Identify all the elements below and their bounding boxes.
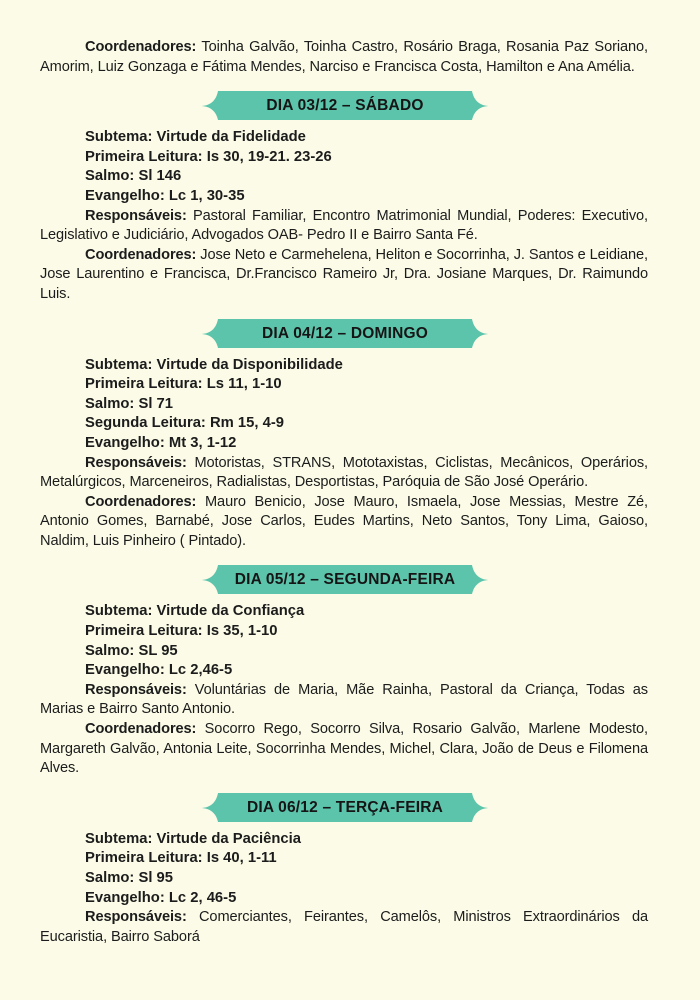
subtema-field: Subtema: Virtude da Fidelidade: [85, 129, 306, 146]
day-banner: [40, 793, 648, 823]
responsaveis-text: Motoristas, STRANS, Mototaxistas, Ciclistas, Mecânicos, Operários, Metalúrgicos, Marceneiros, Radialistas, Desportistas, Paróquia de São José Operário.: [40, 454, 648, 491]
responsaveis-label: Responsáveis:: [85, 681, 187, 698]
subtema-field: Subtema: Virtude da Disponibilidade: [85, 356, 343, 373]
salmo-field: Salmo: Sl 95: [85, 870, 174, 886]
coordenadores-text: Mauro Benicio, Jose Mauro, Ismaela, Jose Messias, Mestre Zé, Antonio Gomes, Barnabé, Jose Carlos, Eudes Martins, Neto Santos, Tony Lima, Gaioso, Naldim, Luis Pinheiro ( Pintado).: [40, 493, 648, 549]
responsaveis-paragraph: [40, 207, 648, 246]
salmo-field: Salmo: SL 95: [85, 642, 178, 659]
day-banner-title: DIA 04/12 – DOMINGO: [261, 324, 429, 342]
responsaveis-text: Pastoral Familiar, Encontro Matrimonial Mundial, Poderes: Executivo, Legislativo e Judiciário, Advogados OAB- Pedro II e Bairro Santa Fé.: [40, 207, 648, 244]
coordenadores-label: Coordenadores:: [85, 246, 197, 263]
evangelho-field: Evangelho: Lc 2, 46-5: [85, 889, 237, 906]
day-banner: [40, 565, 648, 595]
coordenadores-paragraph: [40, 720, 648, 779]
day-banner: [40, 319, 648, 349]
responsaveis-label: Responsáveis:: [85, 207, 187, 224]
evangelho-field: Evangelho: Mt 3, 1-12: [85, 434, 237, 451]
day-banner-title: DIA 06/12 – TERÇA-FEIRA: [246, 798, 444, 816]
day-banner-title: DIA 05/12 – SEGUNDA-FEIRA: [234, 571, 456, 589]
responsaveis-paragraph: [40, 908, 648, 947]
subtema-field: Subtema: Virtude da Confiança: [85, 603, 305, 620]
evangelho-field: Evangelho: Lc 1, 30-35: [85, 187, 245, 204]
coordenadores-label: Coordenadores:: [85, 721, 197, 738]
salmo-field: Salmo: Sl 71: [85, 395, 174, 412]
coordenadores-label: Coordenadores:: [85, 493, 197, 510]
coordenadores-paragraph: [40, 493, 648, 552]
responsaveis-text: Comerciantes, Feirantes, Camelôs, Ministros Extraordinários da Eucaristia, Bairro Saborá: [40, 909, 648, 945]
responsaveis-text: Voluntárias de Maria, Mãe Rainha, Pastoral da Criança, Todas as Marias e Bairro Santo Antonio.: [40, 681, 648, 718]
document-page: [40, 38, 648, 947]
day-section-06-12: [40, 793, 648, 948]
coordenadores-text: Jose Neto e Carmehelena, Heliton e Socorrinha, J. Santos e Leidiane, Jose Laurentino e Francisca, Dr.Francisco Rameiro Jr, Dra. Josiane Marques, Dr. Raimundo Luis.: [40, 246, 648, 302]
responsaveis-label: Responsáveis:: [85, 454, 187, 471]
day-section-05-12: [40, 565, 648, 778]
subtema-field: Subtema: Virtude da Paciência: [85, 830, 302, 847]
day-section-03-12: [40, 91, 648, 304]
intro-coordenadores: [40, 38, 648, 77]
primeira-leitura-field: Primeira Leitura: Is 35, 1-10: [85, 623, 278, 640]
primeira-leitura-field: Primeira Leitura: Is 40, 1-11: [85, 850, 277, 867]
segunda-leitura-field: Segunda Leitura: Rm 15, 4-9: [85, 415, 284, 432]
primeira-leitura-field: Primeira Leitura: Ls 11, 1-10: [85, 376, 282, 393]
coordenadores-text: Socorro Rego, Socorro Silva, Rosario Galvão, Marlene Modesto, Margareth Galvão, Antonia Leite, Socorrinha Mendes, Michel, Clara, João de Deus e Filomena Alves.: [40, 721, 648, 777]
evangelho-field: Evangelho: Lc 2,46-5: [85, 662, 233, 679]
primeira-leitura-field: Primeira Leitura: Is 30, 19-21. 23-26: [85, 148, 332, 165]
coordenadores-label: Coordenadores:: [85, 39, 197, 55]
coordenadores-text: Toinha Galvão, Toinha Castro, Rosário Braga, Rosania Paz Soriano, Amorim, Luiz Gonzaga e Fátima Mendes, Narciso e Francisca Costa, Hamilton e Ana Amélia.: [40, 39, 648, 75]
coordenadores-paragraph: [40, 246, 648, 305]
day-banner-title: DIA 03/12 – SÁBADO: [266, 97, 424, 115]
day-banner: [40, 91, 648, 121]
responsaveis-label: Responsáveis:: [85, 909, 187, 926]
responsaveis-paragraph: [40, 681, 648, 720]
day-section-04-12: [40, 319, 648, 552]
salmo-field: Salmo: Sl 146: [85, 168, 182, 185]
responsaveis-paragraph: [40, 454, 648, 493]
